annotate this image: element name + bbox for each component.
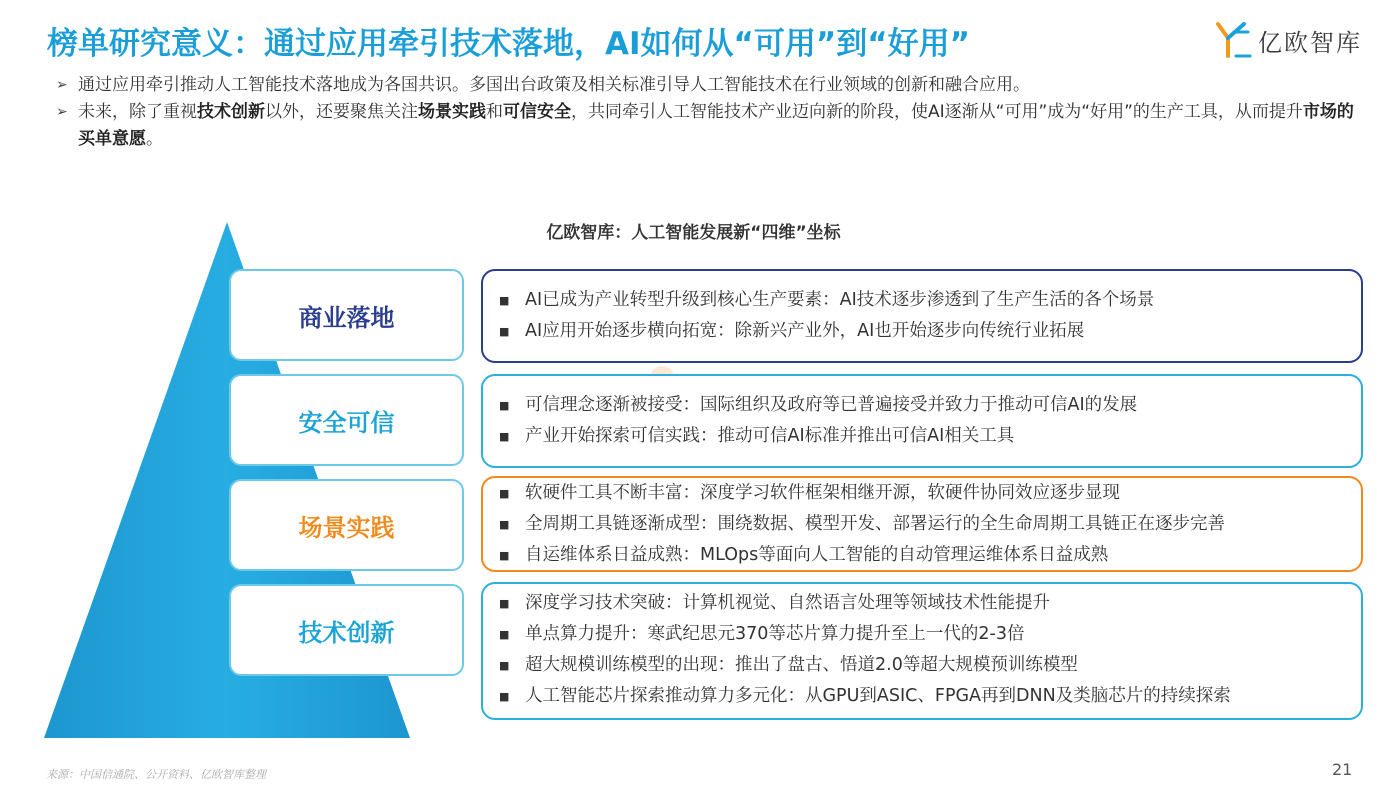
intro-bullets (56, 72, 1356, 153)
square-bullet-icon: ■ (499, 690, 510, 703)
text-part: 。 (146, 129, 163, 149)
card-trust (481, 374, 1363, 468)
bold-text: 场景实践 (418, 102, 486, 122)
level-label-text: 安全可信 (298, 408, 395, 437)
text-part: 以外，还要聚焦关注 (265, 102, 418, 122)
source-note: 来源：中国信通院、公开资料、亿欧智库整理 (46, 768, 266, 781)
page-number: 21 (1332, 760, 1353, 779)
arrow-bullet-icon: ➢ (56, 104, 68, 120)
square-bullet-icon: ■ (499, 294, 510, 307)
arrow-bullet-icon: ➢ (56, 77, 68, 93)
intro-bullet-2-text (78, 99, 1356, 153)
diagram-subtitle: 亿欧智库：人工智能发展新“四维”坐标 (546, 223, 841, 243)
level-label-scenario (229, 479, 464, 571)
card-item-text: 超大规模训练模型的出现：推出了盘古、悟道2.0等超大规模预训练模型 (525, 655, 1078, 675)
card-item-text: 自运维体系日益成熟：MLOps等面向人工智能的自动管理运维体系日益成熟 (525, 545, 1109, 565)
card-item-text: 深度学习技术突破：计算机视觉、自然语言处理等领域技术性能提升 (525, 593, 1050, 613)
card-item-text: 软硬件工具不断丰富：深度学习软件框架相继开源，软硬件协同效应逐步显现 (525, 483, 1120, 503)
card-item-text: 产业开始探索可信实践：推动可信AI标准并推出可信AI相关工具 (525, 426, 1015, 446)
square-bullet-icon: ■ (499, 659, 510, 672)
square-bullet-icon: ■ (499, 628, 510, 641)
card-item-text: 可信理念逐渐被接受：国际组织及政府等已普遍接受并致力于推动可信AI的发展 (525, 395, 1138, 415)
square-bullet-icon: ■ (499, 597, 510, 610)
page-title: 榜单研究意义：通过应用牵引技术落地，AI如何从“可用”到“好用” (47, 26, 971, 62)
card-item-text: 单点算力提升：寒武纪思元370等芯片算力提升至上一代的2-3倍 (525, 624, 1025, 644)
card-item (499, 681, 1349, 712)
card-tech (481, 582, 1363, 720)
card-scenario (481, 476, 1363, 572)
brand-logo-icon (1214, 20, 1254, 60)
card-item (499, 316, 1349, 347)
level-label-tech (229, 584, 464, 676)
square-bullet-icon: ■ (499, 549, 510, 562)
level-label-text: 技术创新 (298, 618, 395, 647)
card-item (499, 390, 1349, 421)
level-label-business (229, 269, 464, 361)
brand-logo-text: 亿欧智库 (1258, 28, 1362, 57)
card-item (499, 650, 1349, 681)
square-bullet-icon: ■ (499, 399, 510, 412)
card-item (499, 285, 1349, 316)
card-item (499, 619, 1349, 650)
intro-bullet-1-text: 通过应用牵引推动人工智能技术落地成为各国共识。多国出台政策及相关标准引导人工智能技术在行业领域的创新和融合应用。 (78, 75, 1030, 95)
card-item-text: 人工智能芯片探索推动算力多元化：从GPU到ASIC、FPGA再到DNN及类脑芯片的持续探索 (525, 686, 1231, 706)
text-part: 未来，除了重视 (78, 102, 197, 122)
intro-bullet-1 (56, 72, 1356, 99)
card-business (481, 269, 1363, 363)
intro-bullet-2 (56, 99, 1356, 153)
card-item (499, 509, 1349, 540)
bold-text: 技术创新 (197, 102, 265, 122)
level-label-text: 商业落地 (298, 303, 395, 332)
card-item-text: 全周期工具链逐渐成型：围绕数据、模型开发、部署运行的全生命周期工具链正在逐步完善 (525, 514, 1225, 534)
text-part: ，共同牵引人工智能技术产业迈向新的阶段，使AI逐渐从“可用”成为“好用”的生产工具，从而提升 (571, 102, 1303, 122)
level-label-trust (229, 374, 464, 466)
square-bullet-icon: ■ (499, 518, 510, 531)
card-item (499, 478, 1349, 509)
bold-text: 市场的买单意愿 (78, 102, 1354, 149)
square-bullet-icon: ■ (499, 487, 510, 500)
square-bullet-icon: ■ (499, 325, 510, 338)
bold-text: 可信安全 (503, 102, 571, 122)
card-item (499, 540, 1349, 571)
text-part: 和 (486, 102, 503, 122)
card-item (499, 588, 1349, 619)
card-item (499, 421, 1349, 452)
card-item-text: AI应用开始逐步横向拓宽：除新兴产业外，AI也开始逐步向传统行业拓展 (525, 321, 1085, 341)
level-label-text: 场景实践 (298, 513, 395, 542)
card-item-text: AI已成为产业转型升级到核心生产要素：AI技术逐步渗透到了生产生活的各个场景 (525, 290, 1155, 310)
square-bullet-icon: ■ (499, 430, 510, 443)
brand-logo (1214, 20, 1362, 60)
